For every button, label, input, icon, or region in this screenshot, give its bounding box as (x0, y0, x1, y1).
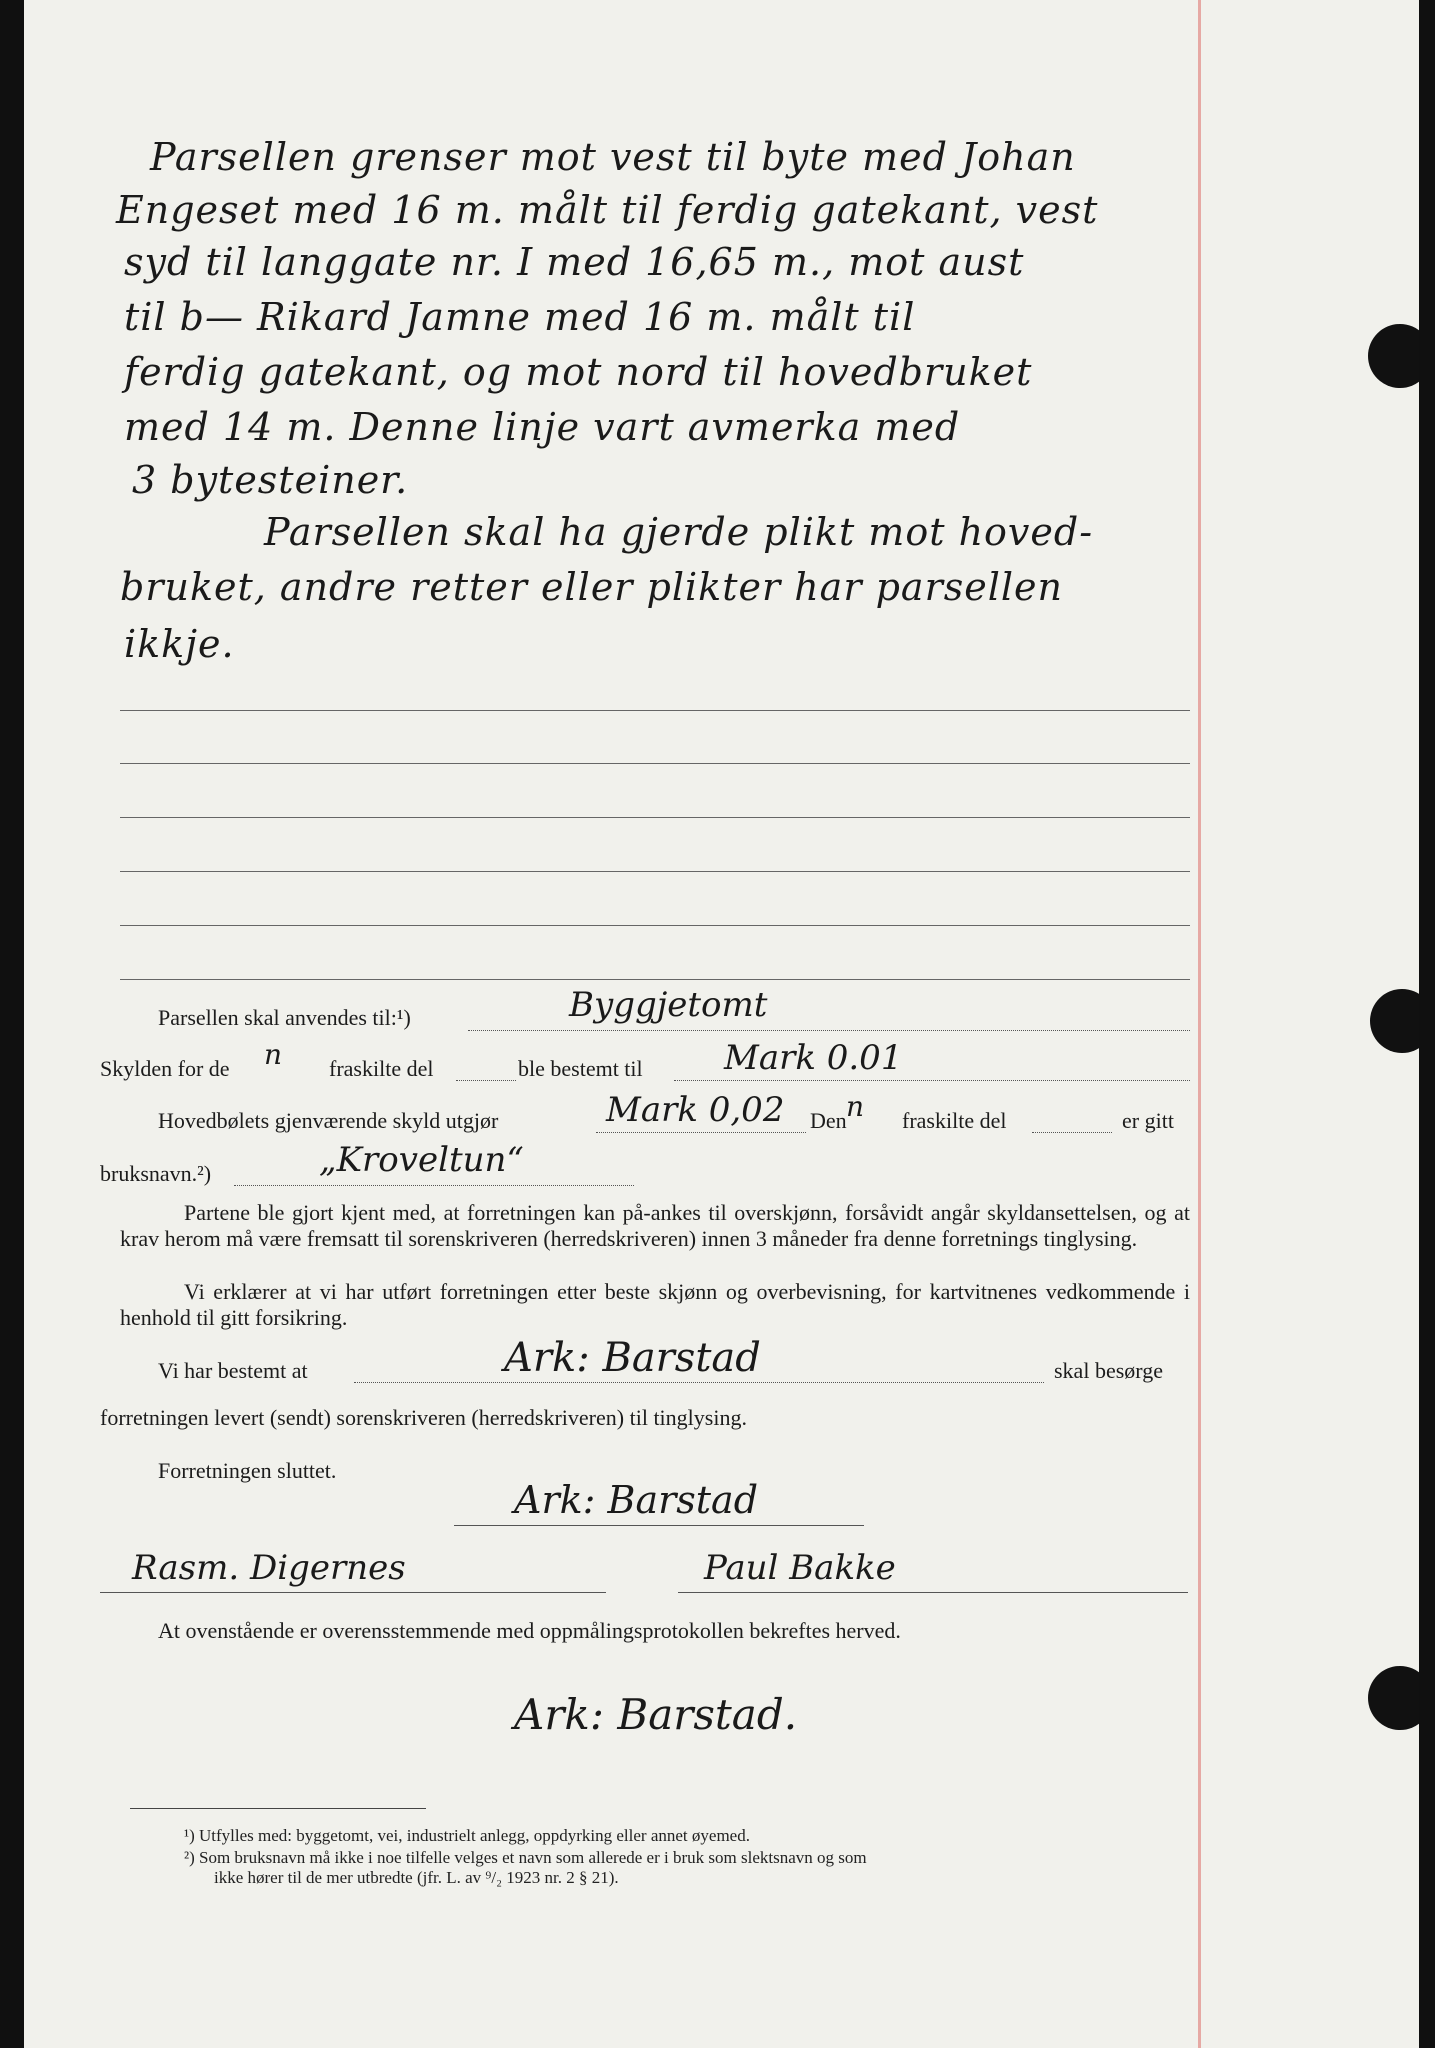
anvendes-label: Parsellen skal anvendes til:¹) (158, 1005, 411, 1030)
bestemt-value: Ark: Barstad (504, 1335, 761, 1381)
handwritten-line: syd til langgate nr. I med 16,65 m., mot aust (124, 240, 1025, 284)
bruksnavn-value: „Kroveltun“ (319, 1140, 524, 1180)
anvendes-value: Byggjetomt (569, 985, 768, 1025)
footnote-2: ²) Som bruksnavn må ikke i noe tilfelle velges et navn som allerede er i bruk som slektsnavn og som (184, 1848, 867, 1867)
hoved-dots (596, 1132, 806, 1133)
skylden-label: Skylden for de (100, 1056, 230, 1081)
punch-hole (1368, 1666, 1419, 1730)
signature-line (678, 1592, 1188, 1593)
hoved-value: Mark 0,02 (606, 1090, 785, 1130)
handwritten-line: til b— Rikard Jamne med 16 m. målt til (124, 295, 916, 339)
appeal-paragraph: Partene ble gjort kjent med, at forretningen kan på-ankes til overskjønn, forsåvidt angår skyldansettelsen, og at krav herom må være fremsatt til sorenskriveren (herredskriveren) innen 3 måneder fra denne forretnings tinglysing. (120, 1200, 1190, 1251)
handwritten-line: 3 bytesteiner. (132, 458, 409, 502)
blank-rule (120, 925, 1190, 926)
handwritten-line: Engeset med 16 m. målt til ferdig gatekant, vest (116, 188, 1099, 232)
handwritten-line: ikkje. (124, 622, 235, 666)
blank-rule (120, 817, 1190, 818)
signature-barstad: Ark: Barstad (514, 1478, 759, 1522)
footnote-2-cont: ikke hører til de mer utbredte (jfr. L. av ⁹/₂ 1923 nr. 2 § 21). (214, 1868, 619, 1887)
punch-hole (1370, 989, 1419, 1053)
margin-rule (1198, 0, 1201, 2048)
handwritten-line: med 14 m. Denne linje vart avmerka med (124, 405, 961, 449)
er-gitt-label: er gitt (1122, 1108, 1174, 1133)
skylden-dots (456, 1080, 516, 1081)
blank-rule (120, 979, 1190, 980)
punch-hole (1368, 324, 1419, 388)
bruksnavn-label: bruksnavn.²) (100, 1161, 212, 1186)
confirmation-line: At ovenstående er overensstemmende med oppmålingsprotokollen bekreftes herved. (158, 1618, 901, 1643)
den-handwritten: n (846, 1090, 865, 1123)
signature-digernes: Rasm. Digernes (132, 1548, 406, 1588)
blank-rule (120, 871, 1190, 872)
footnote-rule (130, 1808, 426, 1809)
den-label: Den (810, 1108, 847, 1133)
signature-bakke: Paul Bakke (704, 1548, 896, 1588)
besorge-label: skal besørge (1054, 1358, 1163, 1383)
anvendes-dotted-line (468, 1030, 1190, 1031)
handwritten-line: Parsellen grenser mot vest til byte med Johan (150, 135, 1076, 179)
skylden-handwritten: n (264, 1038, 283, 1071)
bruksnavn-dots (234, 1185, 634, 1186)
fraskilte-label: fraskilte del (902, 1108, 1007, 1133)
handwritten-line: bruket, andre retter eller plikter har parsellen (120, 565, 1063, 609)
blank-rule (120, 710, 1190, 711)
hovedbolets-label: Hovedbølets gjenværende skyld utgjør (158, 1108, 499, 1133)
bestemt-til-label: ble bestemt til (518, 1056, 643, 1081)
sluttet-label: Forretningen sluttet. (158, 1458, 337, 1483)
blank-rule (120, 763, 1190, 764)
fraskilte-del-label: fraskilte del (329, 1056, 434, 1081)
levert-line: forretningen levert (sendt) sorenskriveren (herredskriveren) til tinglysing. (100, 1405, 747, 1430)
handwritten-line: ferdig gatekant, og mot nord til hovedbruket (124, 350, 1033, 394)
signature-line (454, 1525, 864, 1526)
bestemt-dots (354, 1382, 1044, 1383)
document-page (24, 0, 1419, 2048)
skylden-value: Mark 0.01 (724, 1038, 903, 1078)
bestemt-at-label: Vi har bestemt at (158, 1358, 308, 1383)
signature-line (100, 1592, 606, 1593)
fraskilte-dots (1032, 1132, 1112, 1133)
footnote-1: ¹) Utfylles med: byggetomt, vei, industrielt anlegg, oppdyrking eller annet øyemed. (184, 1826, 750, 1845)
declaration-paragraph: Vi erklærer at vi har utført forretningen etter beste skjønn og overbevisning, for kartvitnenes vedkommende i henhold til gitt forsikring. (120, 1279, 1190, 1330)
signature-barstad-final: Ark: Barstad. (514, 1690, 798, 1739)
handwritten-line: Parsellen skal ha gjerde plikt mot hoved- (264, 510, 1094, 554)
skylden-value-dots (674, 1080, 1190, 1081)
